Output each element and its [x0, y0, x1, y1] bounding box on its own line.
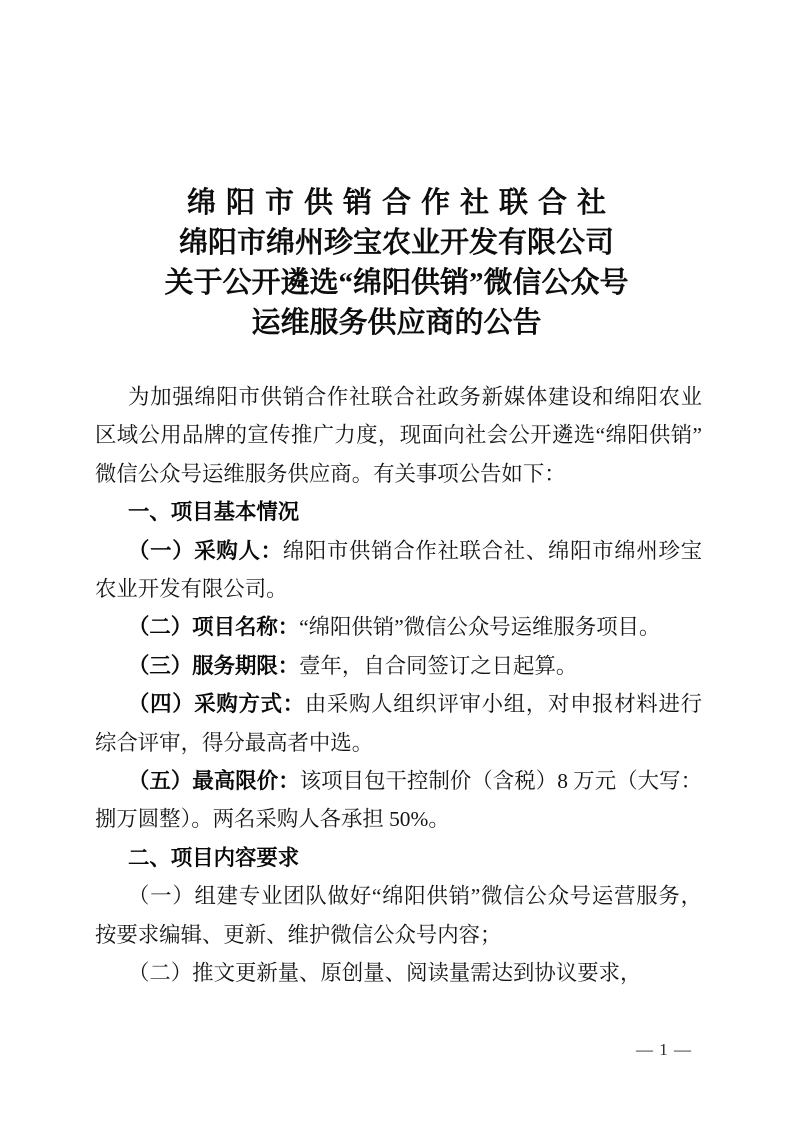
clause-paragraph: [95, 685, 702, 762]
page-number-label: — 1 —: [636, 1040, 692, 1059]
body-paragraph: （一）组建专业团队做好“绵阳供销”微信公众号运营服务，按要求编辑、更新、维护微信公众号内容；: [95, 884, 702, 947]
title-line: 绵阳市供销合作社联合社: [186, 187, 616, 219]
body-paragraph: 为加强绵阳市供销合作社联合社政务新媒体建设和绵阳农业区域公用品牌的宣传推广力度，现面向社会公开遴选“绵阳供销”微信公众号运维服务供应商。有关事项公告如下：: [95, 385, 702, 486]
title-line: 运维服务供应商的公告: [251, 307, 542, 339]
clause-label: （二）项目名称：: [128, 615, 300, 640]
clause-paragraph: [95, 762, 702, 839]
clause-text: 由采购人组织评审小组，对申报材料进行综合评审，得分最高者中选。: [95, 692, 702, 755]
document-title: [0, 183, 793, 343]
clause-text: 该项目包干控制价（含税）8 万元（大写：捌万圆整）。两名采购人各承担 50%。: [95, 769, 702, 832]
clause-label: （四）采购方式：: [128, 692, 305, 717]
clause-label: （三）服务期限：: [128, 653, 300, 678]
title-line: 绵阳市绵州珍宝农业开发有限公司: [178, 227, 614, 259]
clause-text: “绵阳供销”微信公众号运维服务项目。: [299, 615, 661, 640]
clause-paragraph: [95, 647, 702, 685]
section-heading: 一、项目基本情况: [128, 500, 300, 525]
clause-text: 壹年，自合同签订之日起算。: [299, 653, 578, 678]
title-line: 关于公开遴选“绵阳供销”微信公众号: [164, 267, 629, 299]
document-body: [95, 378, 702, 993]
page-number: [636, 1038, 692, 1062]
clause-text: 绵阳市供销合作社联合社、绵阳市绵州珍宝农业开发有限公司。: [95, 538, 702, 602]
section-heading: 二、项目内容要求: [128, 845, 300, 870]
clause-paragraph: [95, 608, 702, 646]
clause-paragraph: [95, 532, 702, 609]
body-paragraph: （二）推文更新量、原创量、阅读量需达到协议要求，: [128, 961, 642, 986]
clause-label: （一）采购人：: [128, 538, 283, 563]
clause-label: （五）最高限价：: [128, 769, 300, 794]
